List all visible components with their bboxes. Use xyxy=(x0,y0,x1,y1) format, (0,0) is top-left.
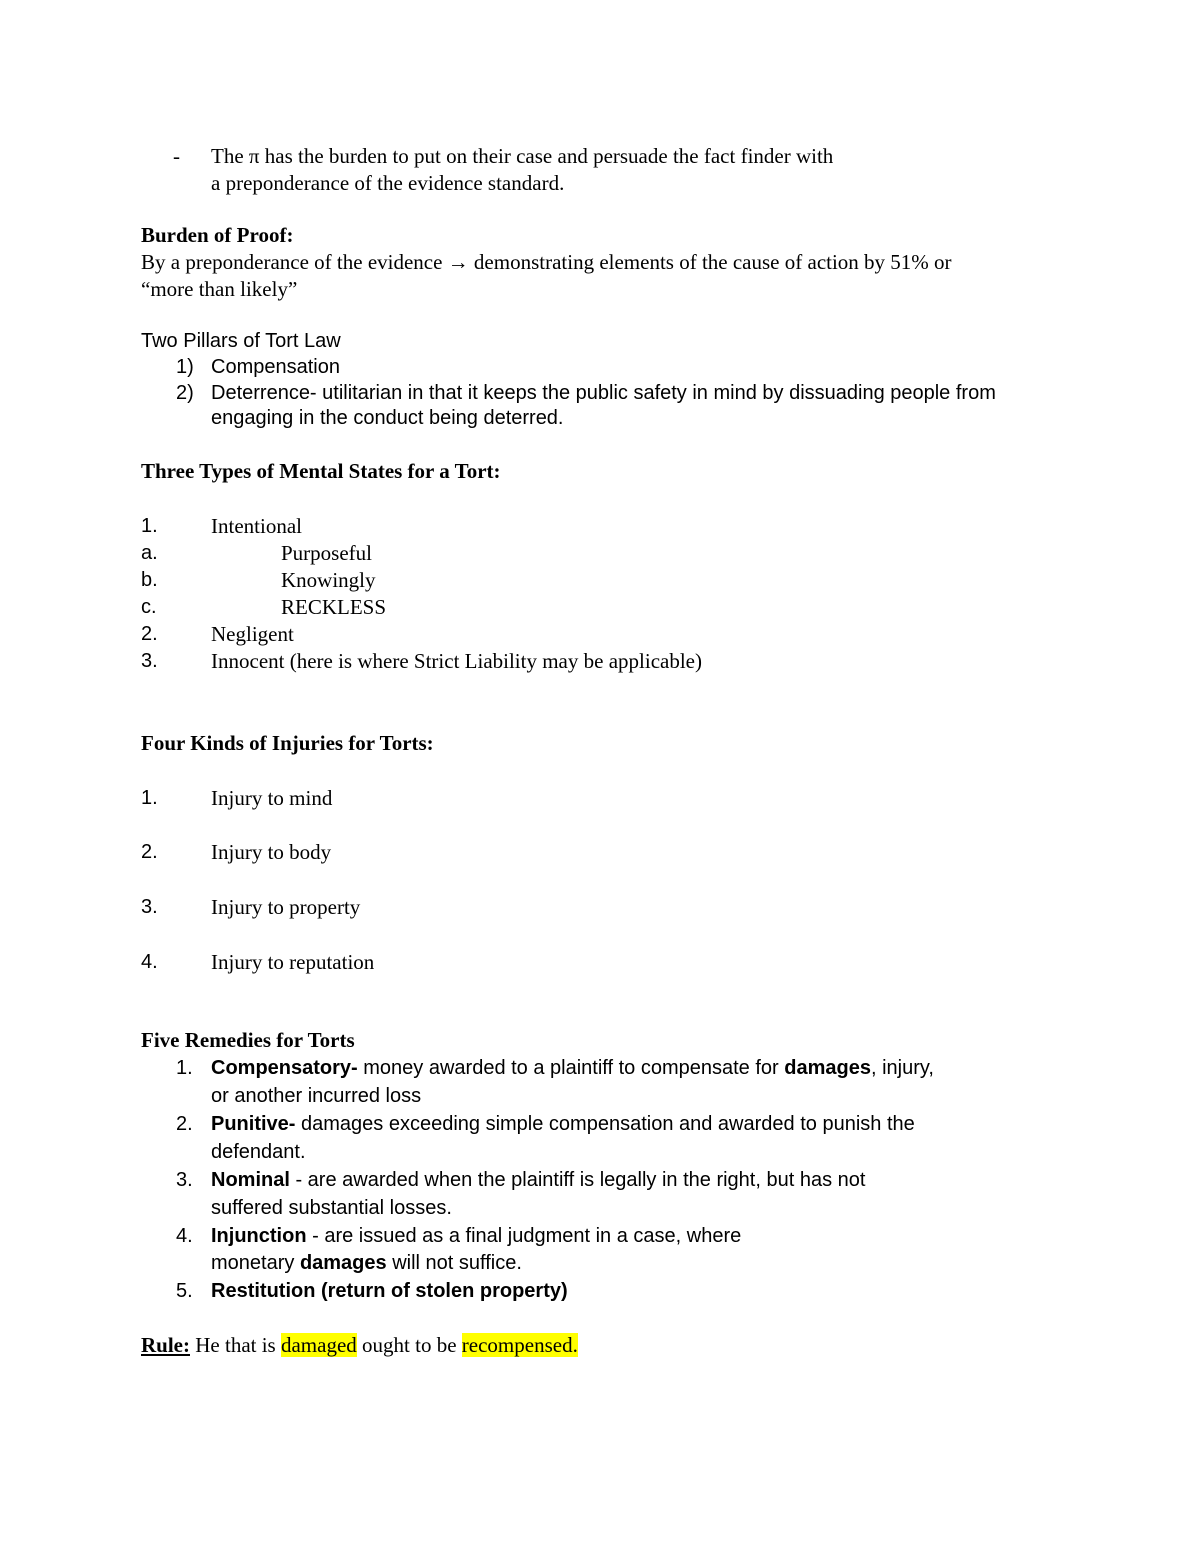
mental-item-c: RECKLESS xyxy=(281,595,387,619)
injuries-marker-1: 1. xyxy=(141,787,158,809)
pillars-item-2-cont: engaging in the conduct being deterred. xyxy=(211,407,564,429)
intro-line-1: The π has the burden to put on their case and persuade the fact finder with xyxy=(211,144,834,168)
injuries-item-4: Injury to reputation xyxy=(211,950,375,974)
rule-line: Rule: He that is damaged ought to be recompensed. xyxy=(141,1333,578,1357)
rule-label: Rule: xyxy=(141,1333,190,1357)
highlight-recompensed: recompensed. xyxy=(461,1333,578,1357)
mental-item-3: Innocent (here is where Strict Liability may be applicable) xyxy=(211,649,702,673)
injuries-marker-2: 2. xyxy=(141,841,158,863)
mental-marker-c: c. xyxy=(141,596,157,618)
burden-line-2: “more than likely” xyxy=(141,277,298,301)
pillars-item-2: Deterrence- utilitarian in that it keeps the public safety in mind by dissuading people from xyxy=(211,382,996,404)
mental-item-b: Knowingly xyxy=(281,568,376,592)
remedy-term: Compensatory- xyxy=(211,1057,358,1079)
intro-line-2: a preponderance of the evidence standard. xyxy=(211,171,565,195)
remedies-item-3: Nominal - are awarded when the plaintiff is legally in the right, but has not xyxy=(211,1169,866,1191)
injuries-item-3: Injury to property xyxy=(211,895,361,919)
remedies-item-1: Compensatory- money awarded to a plaintiff to compensate for damages, injury, xyxy=(211,1057,934,1079)
mental-item-2: Negligent xyxy=(211,622,294,646)
remedies-item-5: Restitution (return of stolen property) xyxy=(211,1280,568,1302)
pillars-heading: Two Pillars of Tort Law xyxy=(141,330,341,352)
mental-item-a: Purposeful xyxy=(281,541,372,565)
remedy-term: Nominal xyxy=(211,1169,290,1191)
remedies-marker-5: 5. xyxy=(176,1280,193,1302)
pillars-item-1: Compensation xyxy=(211,356,340,378)
emphasis-damages: damages xyxy=(784,1057,871,1079)
mental-marker-2: 2. xyxy=(141,623,158,645)
mental-marker-b: b. xyxy=(141,569,158,591)
pillars-marker-2: 2) xyxy=(176,382,194,404)
remedies-item-2-cont: defendant. xyxy=(211,1141,306,1163)
mental-item-1: Intentional xyxy=(211,514,302,538)
mental-heading: Three Types of Mental States for a Tort: xyxy=(141,459,501,483)
remedies-marker-3: 3. xyxy=(176,1169,193,1191)
remedy-term: Punitive- xyxy=(211,1113,296,1135)
remedies-heading: Five Remedies for Torts xyxy=(141,1028,355,1052)
remedies-marker-4: 4. xyxy=(176,1225,193,1247)
remedies-item-1-cont: or another incurred loss xyxy=(211,1085,422,1107)
remedy-term: Injunction xyxy=(211,1225,307,1247)
remedies-marker-1: 1. xyxy=(176,1057,193,1079)
remedies-item-4-cont: monetary damages will not suffice. xyxy=(211,1252,522,1274)
burden-heading: Burden of Proof: xyxy=(141,223,294,247)
remedies-item-3-cont: suffered substantial losses. xyxy=(211,1197,452,1219)
emphasis-damages: damages xyxy=(299,1252,387,1274)
mental-marker-3: 3. xyxy=(141,650,158,672)
injuries-heading: Four Kinds of Injuries for Torts: xyxy=(141,731,434,755)
injuries-item-2: Injury to body xyxy=(211,840,332,864)
highlight-damaged: damaged xyxy=(280,1333,357,1357)
remedies-item-2: Punitive- damages exceeding simple compensation and awarded to punish the xyxy=(211,1113,915,1135)
mental-marker-1: 1. xyxy=(141,515,158,537)
remedies-marker-2: 2. xyxy=(176,1113,193,1135)
injuries-marker-3: 3. xyxy=(141,896,158,918)
intro-bullet: - xyxy=(173,144,180,168)
remedies-item-4: Injunction - are issued as a final judgment in a case, where xyxy=(211,1225,742,1247)
mental-marker-a: a. xyxy=(141,542,158,564)
injuries-marker-4: 4. xyxy=(141,951,158,973)
injuries-item-1: Injury to mind xyxy=(211,786,333,810)
burden-line-1: By a preponderance of the evidence → demonstrating elements of the cause of action by 51% or xyxy=(141,250,952,274)
pillars-marker-1: 1) xyxy=(176,356,194,378)
